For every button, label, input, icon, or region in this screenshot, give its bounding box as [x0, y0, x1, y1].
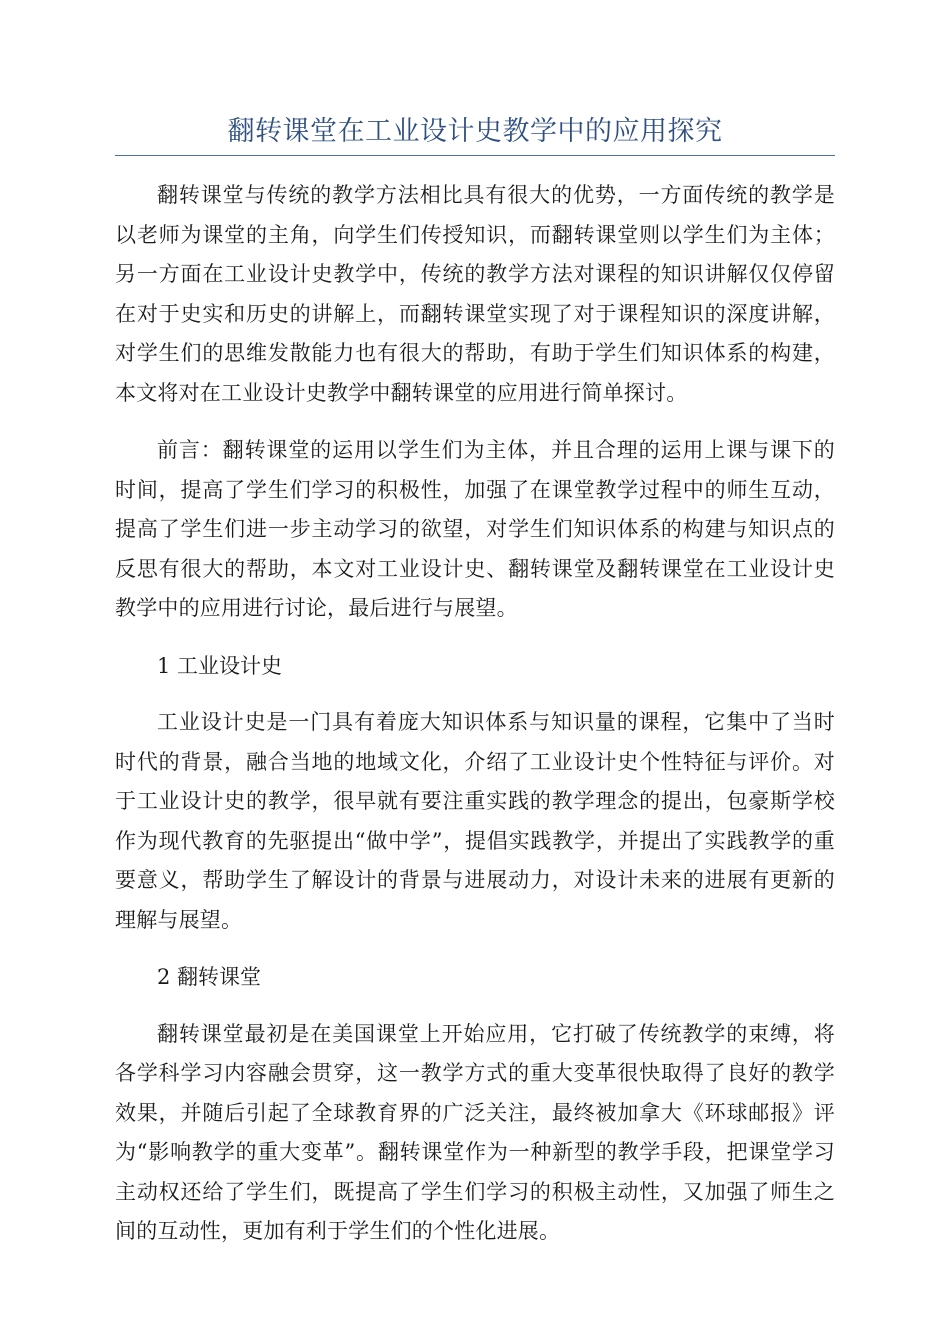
- document-body: [115, 176, 835, 1270]
- preface-paragraph: 前言：翻转课堂的运用以学生们为主体，并且合理的运用上课与课下的时间，提高了学生们学习的积极性，加强了在课堂教学过程中的师生互动，提高了学生们进一步主动学习的欲望，对学生们知识体系的构建与知识点的反思有很大的帮助，本文对工业设计史、翻转课堂及翻转课堂在工业设计史教学中的应用进行讨论，最后进行与展望。: [115, 438, 835, 620]
- section-body-industrial-design-history: 工业设计史是一门具有着庞大知识体系与知识量的课程，它集中了当时时代的背景，融合当地的地域文化，介绍了工业设计史个性特征与评价。对于工业设计史的教学，很早就有要注重实践的教学理念的提出，包豪斯学校作为现代教育的先驱提出“做中学”，提倡实践教学，并提出了实践教学的重要意义，帮助学生了解设计的背景与进展动力，对设计未来的进展有更新的理解与展望。: [115, 710, 835, 932]
- section-heading-industrial-design-history: 1 工业设计史: [157, 653, 283, 678]
- abstract-paragraph: 翻转课堂与传统的教学方法相比具有很大的优势，一方面传统的教学是以老师为课堂的主角，向学生们传授知识，而翻转课堂则以学生们为主体；另一方面在工业设计史教学中，传统的教学方法对课程的知识讲解仅仅停留在对于史实和历史的讲解上，而翻转课堂实现了对于课程知识的深度讲解，对学生们的思维发散能力也有很大的帮助，有助于学生们知识体系的构建，本文将对在工业设计史教学中翻转课堂的应用进行简单探讨。: [115, 183, 835, 405]
- section-body-flipped-classroom: 翻转课堂最初是在美国课堂上开始应用，它打破了传统教学的束缚，将各学科学习内容融会贯穿，这一教学方式的重大变革很快取得了良好的教学效果，并随后引起了全球教育界的广泛关注，最终被加拿大《环球邮报》评为“影响教学的重大变革”。翻转课堂作为一种新型的教学手段，把课堂学习主动权还给了学生们，既提高了学生们学习的积极主动性，又加强了师生之间的互动性，更加有利于学生们的个性化进展。: [115, 1021, 835, 1243]
- title-underline: [115, 155, 835, 156]
- section-heading-flipped-classroom: 2 翻转课堂: [157, 965, 262, 989]
- document-title: 翻转课堂在工业设计史教学中的应用探究: [227, 116, 723, 147]
